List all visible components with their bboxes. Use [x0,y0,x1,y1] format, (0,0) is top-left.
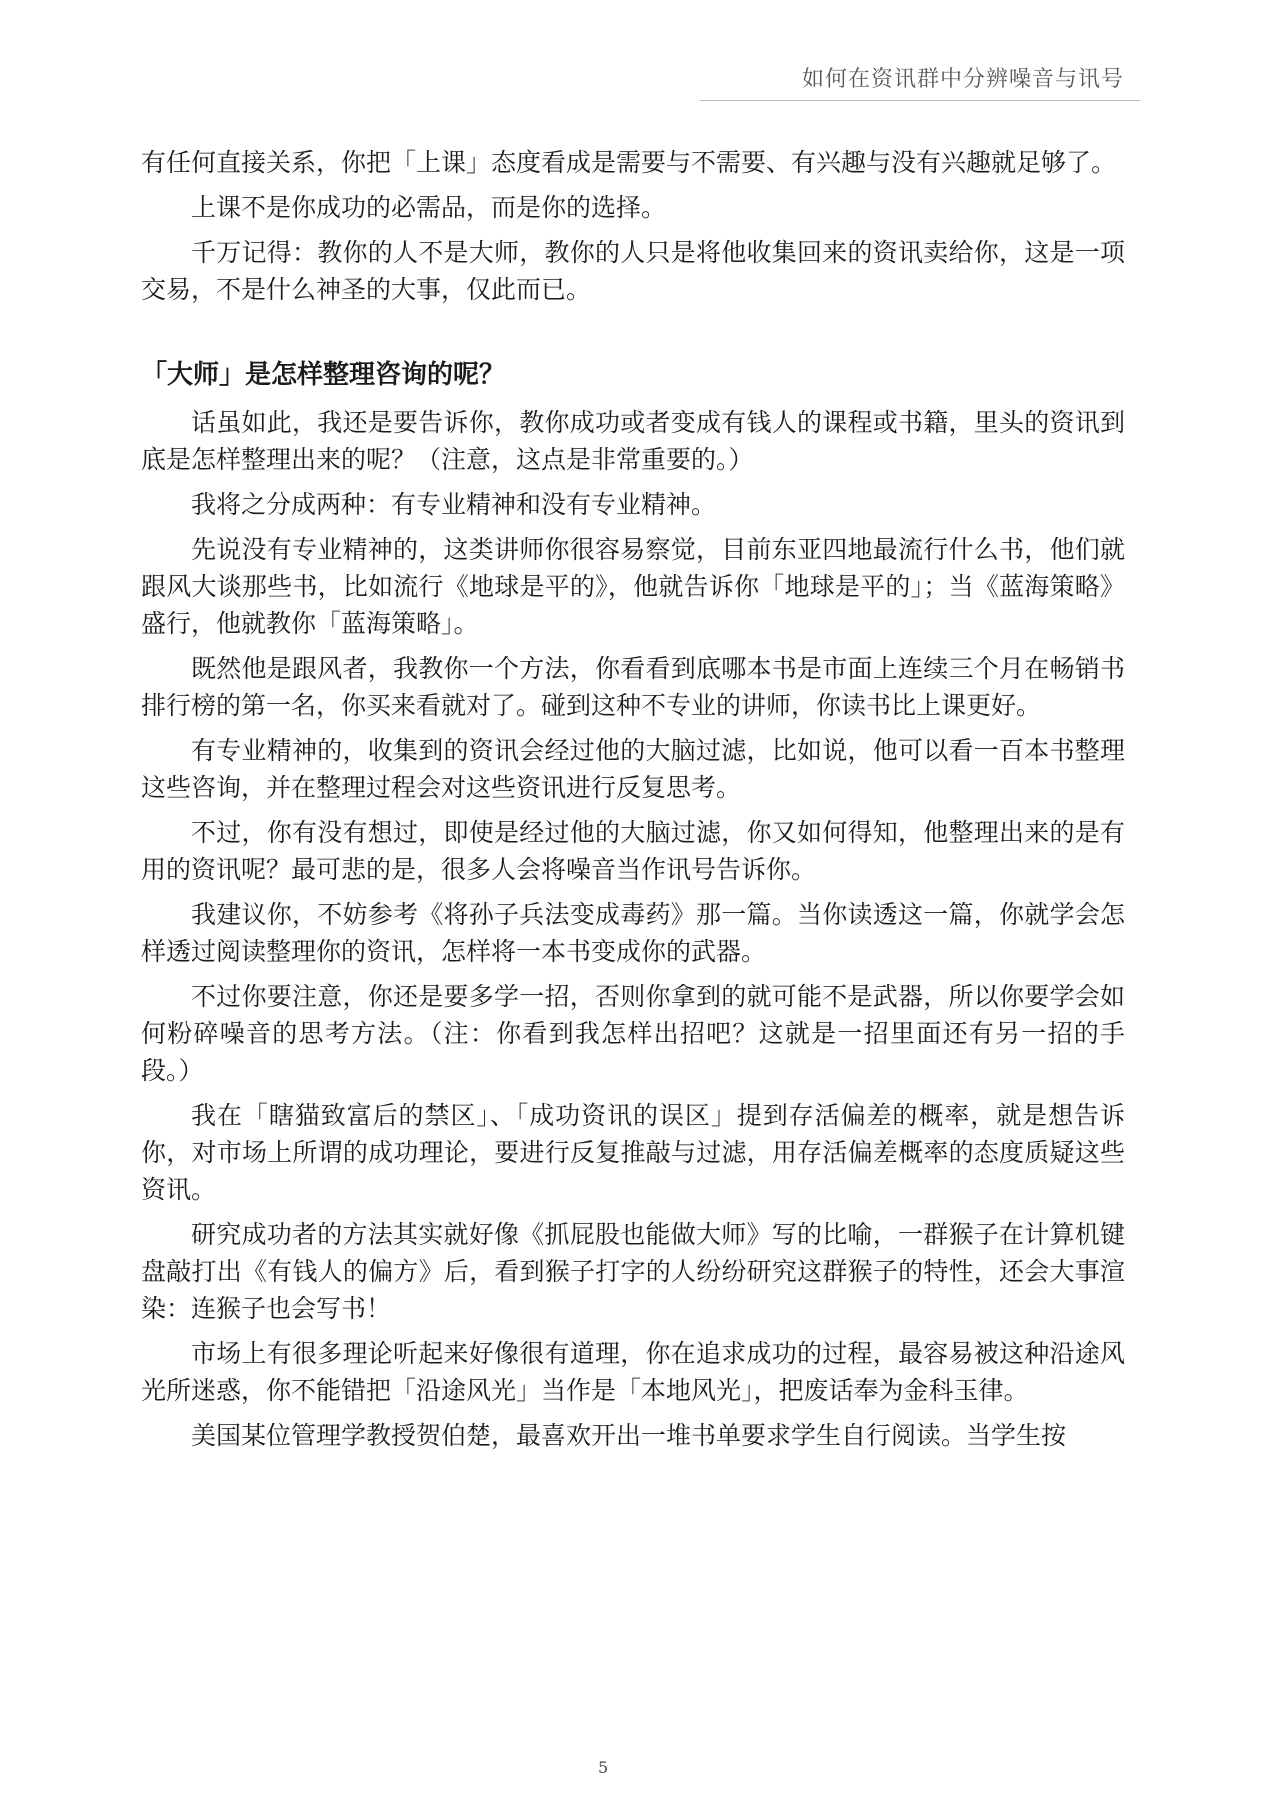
paragraph: 我建议你，不妨参考《将孙子兵法变成毒药》那一篇。当你读透这一篇，你就学会怎样透过阅读整理你的资讯，怎样将一本书变成你的武器。 [141,900,1125,966]
paragraph: 先说没有专业精神的，这类讲师你很容易察觉，目前东亚四地最流行什么书，他们就跟风大谈那些书，比如流行《地球是平的》，他就告诉你「地球是平的」；当《蓝海策略》盛行，他就教你「蓝海策略」。 [141,535,1125,638]
paragraph: 研究成功者的方法其实就好像《抓屁股也能做大师》写的比喻，一群猴子在计算机键盘敲打出《有钱人的偏方》后，看到猴子打字的人纷纷研究这群猴子的特性，还会大事渲染：连猴子也会写书！ [141,1220,1125,1323]
paragraph: 千万记得：教你的人不是大师，教你的人只是将他收集回来的资讯卖给你，这是一项交易，不是什么神圣的大事，仅此而已。 [141,238,1125,304]
paragraph: 我将之分成两种：有专业精神和没有专业精神。 [191,490,717,519]
paragraph: 上课不是你成功的必需品，而是你的选择。 [191,193,667,222]
header-divider [700,100,1140,101]
running-header-title: 如何在资讯群中分辨噪音与讯号 [801,67,1124,92]
paragraph: 不过你要注意，你还是要多学一招，否则你拿到的就可能不是武器，所以你要学会如何粉碎噪音的思考方法。（注：你看到我怎样出招吧？这就是一招里面还有另一招的手段。） [141,982,1125,1085]
paragraph: 市场上有很多理论听起来好像很有道理，你在追求成功的过程，最容易被这种沿途风光所迷惑，你不能错把「沿途风光」当作是「本地风光」，把废话奉为金科玉律。 [141,1339,1125,1405]
paragraph-continued: 有任何直接关系，你把「上课」态度看成是需要与不需要、有兴趣与没有兴趣就足够了。 [141,148,1117,177]
page-number: 5 [598,1758,609,1777]
section-heading: 「大师」是怎样整理咨询的呢？ [141,360,506,390]
paragraph: 既然他是跟风者，我教你一个方法，你看看到底哪本书是市面上连续三个月在畅销书排行榜的第一名，你买来看就对了。碰到这种不专业的讲师，你读书比上课更好。 [141,654,1125,720]
paragraph: 有专业精神的，收集到的资讯会经过他的大脑过滤，比如说，他可以看一百本书整理这些咨询，并在整理过程会对这些资讯进行反复思考。 [141,736,1125,802]
paragraph: 不过，你有没有想过，即使是经过他的大脑过滤，你又如何得知，他整理出来的是有用的资讯呢？最可悲的是，很多人会将噪音当作讯号告诉你。 [141,818,1125,884]
paragraph-continues: 美国某位管理学教授贺伯楚，最喜欢开出一堆书单要求学生自行阅读。当学生按 [191,1421,1067,1450]
page-body [141,144,1125,1462]
paragraph: 话虽如此，我还是要告诉你，教你成功或者变成有钱人的课程或书籍，里头的资讯到底是怎样整理出来的呢？（注意，这点是非常重要的。） [141,408,1125,474]
paragraph: 我在「瞎猫致富后的禁区」、「成功资讯的误区」提到存活偏差的概率，就是想告诉你，对市场上所谓的成功理论，要进行反复推敲与过滤，用存活偏差概率的态度质疑这些资讯。 [141,1101,1125,1204]
